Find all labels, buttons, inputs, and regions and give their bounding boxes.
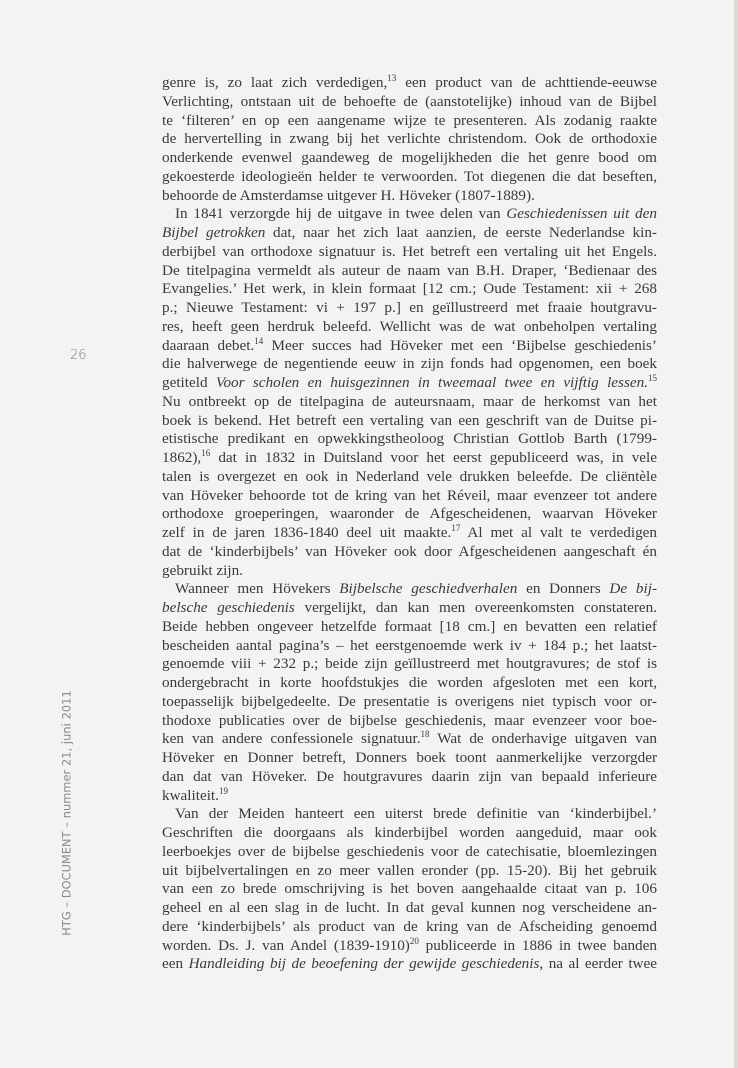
text-line xyxy=(162,768,657,787)
page-number: 26 xyxy=(70,348,87,363)
text-run: bescheiden aantal pagina’s – het eerstgenoemde werk iv + 184 p.; het laatst- xyxy=(162,636,657,654)
italic-title: Voor scholen en huisgezinnen in tweemaal twee en vijftig lessen. xyxy=(215,374,648,391)
text-line xyxy=(162,130,657,149)
text-run: orthodoxe groeperingen, waaronder de Afgescheidenen, waarvan Höveker xyxy=(162,505,657,523)
text-line xyxy=(162,337,657,356)
text-line xyxy=(162,205,657,224)
footnote-ref: 13 xyxy=(387,73,397,83)
text-run: dat, naar het zich laat aanzien, de eerste Nederlandse kin- xyxy=(265,224,657,241)
text-line xyxy=(162,843,657,862)
text-line xyxy=(162,543,657,562)
footnote-ref: 19 xyxy=(218,785,228,796)
text-run: te ‘filteren’ en op een aangename wijze te presenteren. Als zodanig raakte xyxy=(162,111,657,129)
text-run: geheel en al een slag in de lucht. In dat geval kunnen nog verscheidene an- xyxy=(162,899,657,916)
page-edge xyxy=(734,0,738,1068)
text-run: dere ‘kinderbijbels’ als product van de kring van de Afscheiding genoemd xyxy=(162,917,657,935)
text-line xyxy=(162,787,657,806)
text-run: zelf in de jaren 1836-1840 deel uit maakte. xyxy=(162,524,452,541)
text-run: Beide hebben ongeveer hetzelfde formaat [18 cm.] en bevatten een relatief xyxy=(162,617,657,635)
text-run: de hervertelling in zwang bij het verlichte christendom. Ook de orthodoxie xyxy=(162,130,657,148)
text-run: boek is bekend. Het betreft een vertaling van een geschrift van de Duitse pi- xyxy=(162,411,657,429)
text-run: ken van andere confessionele signatuur. xyxy=(162,730,421,748)
text-line xyxy=(162,318,657,337)
text-run: publiceerde in 1886 in twee banden xyxy=(418,936,657,954)
text-run: leerboekjes over de bijbelse geschiedenis voor de catechisatie, bloemlezingen xyxy=(162,842,657,860)
text-run: toepasselijk bijbelgedeelte. De presentatie is overigens niet typisch voor or- xyxy=(162,692,657,710)
footnote-ref: 20 xyxy=(409,935,419,946)
text-line xyxy=(162,168,657,187)
footnote-ref: 18 xyxy=(420,729,430,740)
text-line xyxy=(162,580,657,599)
body-text xyxy=(162,74,657,974)
text-run: vergelijkt, dan kan men overeenkomsten constateren. xyxy=(294,599,658,616)
italic-title: De bij- xyxy=(609,580,657,598)
text-run: Nu ontbreekt op de titelpagina de auteursnaam, maar de herkomst van het xyxy=(162,392,657,410)
text-run: Verlichting, ontstaan uit de behoefte de (aanstotelijke) inhoud van de Bijbel xyxy=(162,92,657,110)
text-line xyxy=(162,899,657,918)
text-line xyxy=(162,505,657,524)
text-line xyxy=(162,730,657,749)
text-line xyxy=(162,355,657,374)
text-line xyxy=(162,430,657,449)
text-run: 1862), xyxy=(162,449,202,466)
text-run: dan dat van Höveker. De houtgravures daarin zijn van bepaald inferieure xyxy=(162,767,657,785)
text-run: Wanneer men Hövekers xyxy=(175,580,340,598)
text-run: Van der Meiden hanteert een uiterst brede definitie van ‘kinderbijbel.’ xyxy=(175,805,657,823)
text-line xyxy=(162,243,657,262)
text-line xyxy=(162,299,657,318)
text-run: van Höveker behoorde tot de kring van het Réveil, maar evenzeer tot andere xyxy=(162,486,657,504)
text-line xyxy=(162,524,657,543)
text-run: van een zo brede omschrijving is het boven aangehaalde citaat van p. 106 xyxy=(162,880,657,898)
text-run: een xyxy=(162,955,189,973)
text-run: Geschriften die doorgaans als kinderbijbel worden aangeduid, maar ook xyxy=(162,824,657,841)
text-line xyxy=(162,955,657,974)
text-run: In 1841 verzorgde hij de uitgave in twee delen van xyxy=(175,205,507,223)
italic-title: belsche geschiedenis xyxy=(162,599,295,616)
text-run: genoemde viii + 232 p.; beide zijn geïllustreerd met houtgravures; de stof is xyxy=(162,655,657,673)
text-run: p.; Nieuwe Testament: vi + 197 p.] en geïllustreerd met fraaie houtgravu- xyxy=(162,299,657,316)
text-line xyxy=(162,937,657,956)
italic-title: Handleiding bij de beoefening der gewijde geschiedenis xyxy=(188,955,540,973)
text-line xyxy=(162,562,657,581)
text-run: thodoxe publicaties over de bijbelse geschiedenis, maar evenzeer voor boe- xyxy=(162,711,657,729)
text-line xyxy=(162,655,657,674)
text-line xyxy=(162,187,657,206)
text-run: dat de ‘kinderbijbels’ van Höveker ook door Afgescheidenen aangeschaft én xyxy=(162,542,657,560)
text-line xyxy=(162,824,657,843)
text-run: Meer succes had Höveker met een ‘Bijbelse geschiedenis’ xyxy=(263,336,657,354)
text-line xyxy=(162,393,657,412)
footnote-ref: 17 xyxy=(451,523,461,533)
text-run: gekoesterde ideologieën helder te verwoorden. Tot diegenen die dat beseften, xyxy=(162,167,657,185)
text-line xyxy=(162,93,657,112)
text-run: die halverwege de negentiende eeuw in zijn fonds had opgenomen, een boek xyxy=(162,355,657,373)
text-line xyxy=(162,262,657,281)
footnote-ref: 14 xyxy=(254,335,264,346)
text-run: getiteld xyxy=(162,374,216,391)
text-line xyxy=(162,918,657,937)
text-line xyxy=(162,637,657,656)
text-line xyxy=(162,674,657,693)
text-run: een product van de achttiende-eeuwse xyxy=(396,74,657,91)
text-line xyxy=(162,487,657,506)
text-run: Evangelies.’ Het werk, in klein formaat [12 cm.; Oude Testament: xii + 268 xyxy=(162,280,657,298)
text-run: res, heeft geen herdruk beleefd. Wellicht was de wat onbeholpen vertaling xyxy=(162,317,657,335)
text-line xyxy=(162,805,657,824)
italic-title: Bijbelsche geschiedverhalen xyxy=(339,580,518,598)
text-run: derbijbel van orthodoxe signatuur is. Het betreft een vertaling uit het Engels. xyxy=(162,242,657,260)
text-run: gebruikt zijn. xyxy=(162,561,243,579)
text-run: kwaliteit. xyxy=(162,786,219,804)
text-line xyxy=(162,712,657,731)
text-line xyxy=(162,468,657,487)
text-line xyxy=(162,280,657,299)
italic-title: Geschiedenissen uit den xyxy=(506,205,657,223)
text-run: Höveker en Donner betreft, Donners boek toont aanmerkelijke verzorgder xyxy=(162,749,657,766)
text-line xyxy=(162,599,657,618)
text-run: De titelpagina vermeldt als auteur de naam van B.H. Draper, ‘Bedienaar des xyxy=(162,261,657,279)
footnote-ref: 15 xyxy=(647,373,657,383)
text-run: uit bijbelvertalingen en zo meer vallen eronder (pp. 15-20). Bij het gebruik xyxy=(162,861,657,879)
text-run: dat in 1832 in Duitsland voor het eerst gepubliceerd was, in vele xyxy=(210,449,657,466)
text-run: Al met al valt te verdedigen xyxy=(460,524,657,541)
text-run: daaraan debet. xyxy=(162,336,255,354)
text-run: worden. Ds. J. van Andel (1839-1910) xyxy=(162,936,410,954)
text-line xyxy=(162,374,657,393)
text-line xyxy=(162,412,657,431)
text-run: ondergebracht in korte hoofdstukjes die worden afgesloten met een kort, xyxy=(162,674,657,691)
text-run: behoorde de Amsterdamse uitgever H. Höveker (1807-1889). xyxy=(162,186,535,204)
text-line xyxy=(162,693,657,712)
text-run: , na al eerder twee xyxy=(539,955,658,973)
text-line xyxy=(162,74,657,93)
text-run: genre is, zo laat zich verdedigen, xyxy=(162,74,388,91)
text-line xyxy=(162,749,657,768)
running-head: HTG – DOCUMENT – nummer 21, juni 2011 xyxy=(60,690,74,936)
text-run: etistische predikant en opwekkingstheoloog Christian Gottlob Barth (1799- xyxy=(162,430,657,448)
italic-title: Bijbel getrokken xyxy=(162,224,266,241)
text-run: talen is overgezet en ook in Nederland vele drukken beleefde. De cliëntèle xyxy=(162,467,657,485)
text-line xyxy=(162,618,657,637)
text-run: Wat de onderhavige uitgaven van xyxy=(429,730,657,748)
text-line xyxy=(162,862,657,881)
text-line xyxy=(162,880,657,899)
footnote-ref: 16 xyxy=(201,448,211,458)
text-line xyxy=(162,149,657,168)
text-line xyxy=(162,224,657,243)
text-run: onderkende evenwel gaandeweg de mogelijkheden die het genre bood om xyxy=(162,149,657,166)
text-run: en Donners xyxy=(517,580,610,598)
text-line xyxy=(162,449,657,468)
text-line xyxy=(162,112,657,131)
